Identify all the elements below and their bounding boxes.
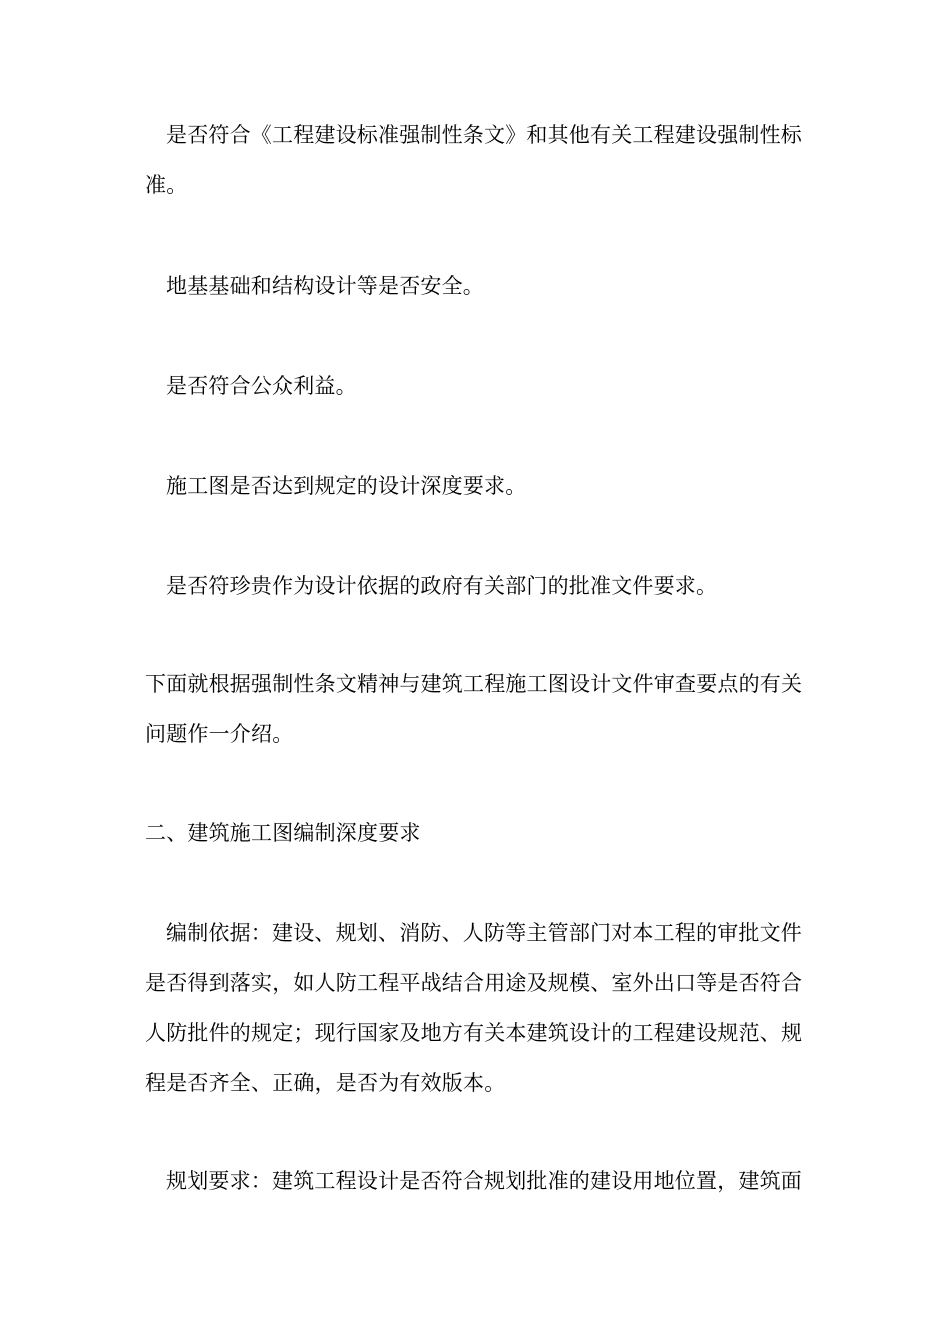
paragraph-planning-requirements: 规划要求：建筑工程设计是否符合规划批准的建设用地位置，建筑面 <box>166 1169 802 1193</box>
paragraph-public-interest: 是否符合公众利益。 <box>166 374 357 398</box>
paragraph-foundation-safety: 地基基础和结构设计等是否安全。 <box>166 274 484 298</box>
paragraph-design-depth: 施工图是否达到规定的设计深度要求。 <box>166 474 527 498</box>
paragraph-compilation-basis: 编制依据：建设、规划、消防、人防等主管部门对本工程的审批文件是否得到落实，如人防工程平战结合用途及规模、室外出口等是否符合人防批件的规定；现行国家及地方有关本建筑设计的工程建设规范、规程是否齐全、正确，是否为有效版本。 <box>145 921 803 1095</box>
paragraph-mandatory-standards: 是否符合《工程建设标准强制性条文》和其他有关工程建设强制性标准。 <box>145 123 802 197</box>
paragraph-introduction: 下面就根据强制性条文精神与建筑工程施工图设计文件审查要点的有关问题作一介绍。 <box>145 672 803 746</box>
section-heading: 二、建筑施工图编制深度要求 <box>145 821 421 845</box>
paragraph-approval-documents: 是否符珍贵作为设计依据的政府有关部门的批准文件要求。 <box>166 574 718 598</box>
